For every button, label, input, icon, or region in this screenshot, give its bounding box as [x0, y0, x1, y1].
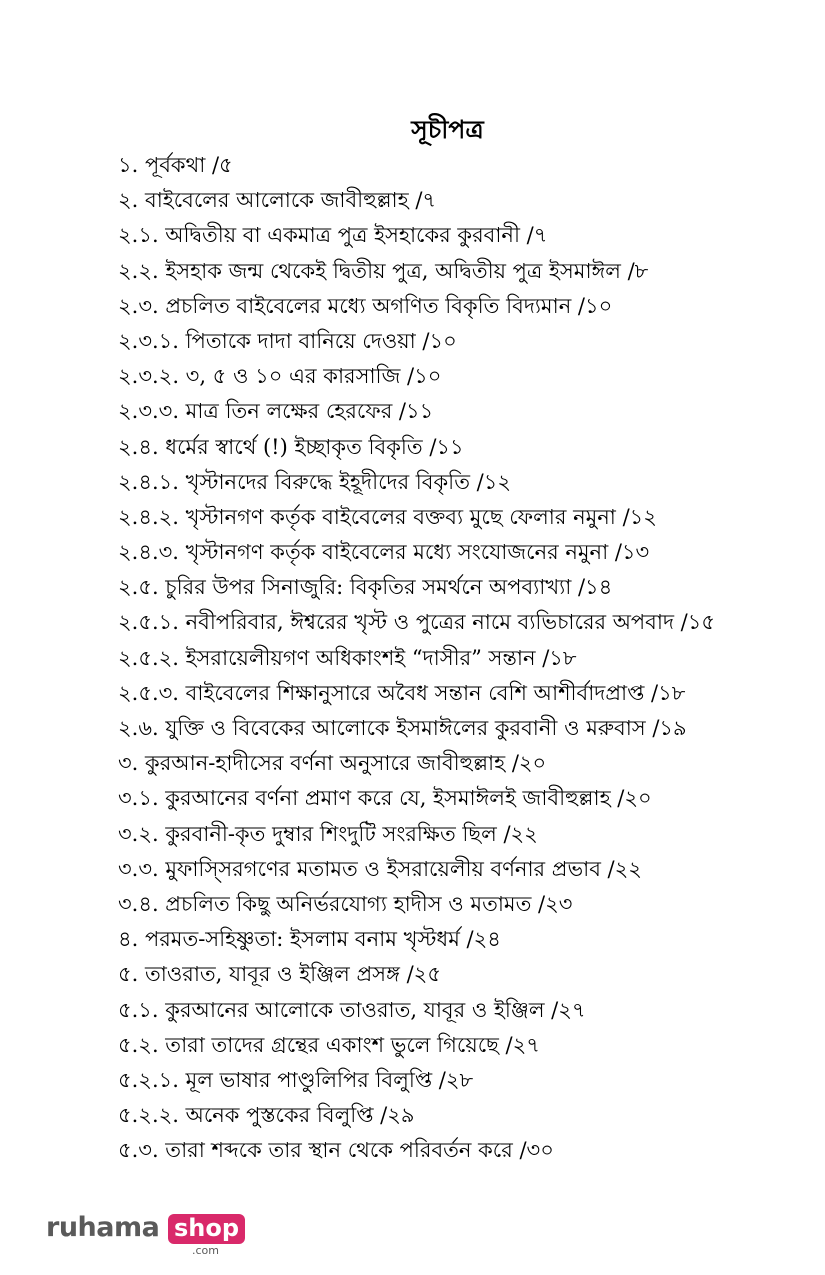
toc-entry: ৫. তাওরাত, যাবূর ও ইঞ্জিল প্রসঙ্গ /২৫	[118, 962, 441, 987]
toc-entry: ২.১. অদ্বিতীয় বা একমাত্র পুত্র ইসহাকের কুরবানী /৭	[118, 223, 548, 248]
toc-entry: ২.৫.৩. বাইবেলের শিক্ষানুসারে অবৈধ সন্তান বেশি আশীর্বাদপ্রাপ্ত /১৮	[118, 680, 686, 705]
toc-list	[118, 148, 798, 1168]
toc-entry: ২.২. ইসহাক জন্ম থেকেই দ্বিতীয় পুত্র, অদ্বিতীয় পুত্র ইসমাঈল /৮	[118, 258, 649, 283]
toc-entry: ২. বাইবেলের আলোকে জাবীহুল্লাহ /৭	[118, 188, 437, 213]
toc-entry: ২.৩.২. ৩, ৫ ও ১০ এর কারসাজি /১০	[118, 364, 442, 389]
toc-entry: ২.৫. চুরির উপর সিনাজুরি: বিকৃতির সমর্থনে অপব্যাখ্যা /১৪	[118, 575, 613, 600]
toc-entry: ৩. কুরআন-হাদীসের বর্ণনা অনুসারে জাবীহুল্লাহ /২০	[118, 751, 547, 776]
toc-entry: ২.৪.২. খৃস্টানগণ কর্তৃক বাইবেলের বক্তব্য মুছে ফেলার নমুনা /১২	[118, 504, 657, 529]
toc-entry: ২.৩.১. পিতাকে দাদা বানিয়ে দেওয়া /১০	[118, 328, 457, 353]
logo-badge: shop	[168, 1214, 245, 1244]
toc-entry: ৪. পরমত-সহিষ্ণুতা: ইসলাম বনাম খৃস্টধর্ম /২৪	[118, 927, 501, 952]
ruhamashop-logo	[46, 1212, 246, 1262]
toc-entry: ৩.১. কুরআনের বর্ণনা প্রমাণ করে যে, ইসমাঈলই জাবীহুল্লাহ /২০	[118, 786, 652, 811]
toc-entry: ৫.২.১. মূল ভাষার পাণ্ডুলিপির বিলুপ্তি /২৮	[118, 1067, 474, 1092]
toc-entry: ২.৪.৩. খৃস্টানগণ কর্তৃক বাইবেলের মধ্যে সংযোজনের নমুনা /১৩	[118, 540, 650, 565]
toc-entry: ১. পূর্বকথা /৫	[118, 153, 233, 177]
toc-entry: ২.৬. যুক্তি ও বিবেকের আলোকে ইসমাঈলের কুরবানী ও মরুবাস /১৯	[118, 716, 687, 740]
toc-entry: ২.৫.১. নবীপরিবার, ঈশ্বরের খৃস্ট ও পুত্রের নামে ব্যভিচারের অপবাদ /১৫	[118, 610, 715, 635]
toc-entry: ২.৫.২. ইসরায়েলীয়গণ অধিকাংশই “দাসীর” সন্তান /১৮	[118, 645, 577, 670]
toc-entry: ৫.২.২. অনেক পুস্তকের বিলুপ্তি /২৯	[118, 1103, 415, 1128]
toc-entry: ৩.৪. প্রচলিত কিছু অনির্ভরযোগ্য হাদীস ও মতামত /২৩	[118, 891, 573, 916]
toc-entry: ৫.১. কুরআনের আলোকে তাওরাত, যাবূর ও ইঞ্জিল /২৭	[118, 997, 586, 1022]
toc-title: সূচীপত্র	[411, 115, 484, 144]
toc-entry: ২.৪.১. খৃস্টানদের বিরুদ্ধে ইহূদীদের বিকৃতি /১২	[118, 469, 511, 494]
toc-entry: ৫.২. তারা তাদের গ্রন্থের একাংশ ভুলে গিয়েছে /২৭	[118, 1032, 540, 1057]
toc-entry: ২.৩. প্রচলিত বাইবেলের মধ্যে অগণিত বিকৃতি বিদ্যমান /১০	[118, 293, 613, 318]
toc-entry: ২.৪. ধর্মের স্বার্থে (!) ইচ্ছাকৃত বিকৃতি /১১	[118, 434, 464, 459]
toc-entry: ৩.৩. মুফাস্সিরগণের মতামত ও ইসরায়েলীয় বর্ণনার প্রভাব /২২	[118, 856, 642, 881]
toc-entry: ৩.২. কুরবানী-কৃত দুম্বার শিংদুটি সংরক্ষিত ছিল /২২	[118, 821, 538, 846]
logo-word: ruhama	[46, 1212, 160, 1243]
toc-entry: ৫.৩. তারা শব্দকে তার স্থান থেকে পরিবর্তন করে /৩০	[118, 1138, 554, 1163]
toc-entry: ২.৩.৩. মাত্র তিন লক্ষের হেরফের /১১	[118, 399, 434, 424]
logo-suffix: .com	[192, 1244, 219, 1257]
